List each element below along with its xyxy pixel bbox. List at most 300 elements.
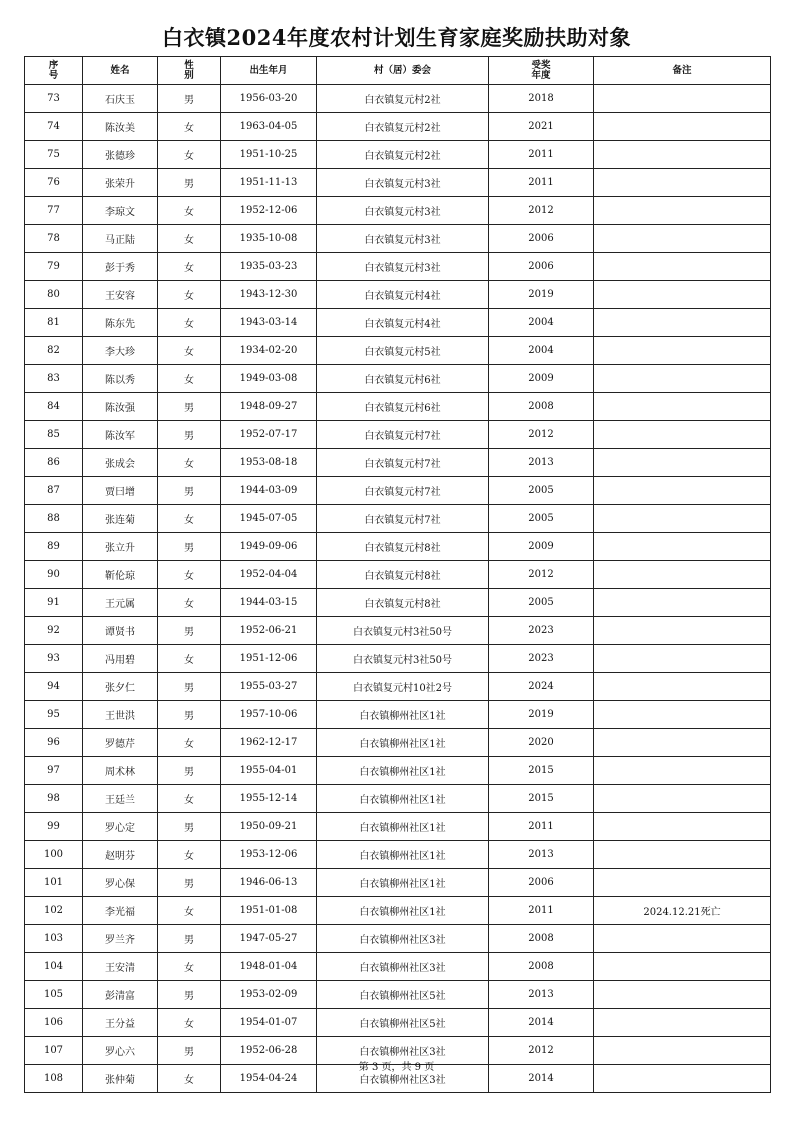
cell-birth: 1953-08-18	[221, 449, 317, 477]
cell-gender: 男	[158, 169, 221, 197]
cell-birth: 1956-03-20	[221, 85, 317, 113]
cell-award-year: 2011	[489, 813, 594, 841]
cell-name: 罗心六	[83, 1037, 158, 1065]
cell-seq: 96	[25, 729, 83, 757]
cell-gender: 男	[158, 477, 221, 505]
cell-award-year: 2014	[489, 1065, 594, 1093]
cell-seq: 106	[25, 1009, 83, 1037]
cell-remark	[594, 393, 771, 421]
cell-award-year: 2012	[489, 197, 594, 225]
cell-seq: 75	[25, 141, 83, 169]
cell-seq: 77	[25, 197, 83, 225]
cell-gender: 女	[158, 337, 221, 365]
table-row	[25, 869, 771, 897]
table-row	[25, 337, 771, 365]
cell-village: 白衣镇复元村3社	[317, 197, 489, 225]
cell-name: 石庆玉	[83, 85, 158, 113]
cell-gender: 男	[158, 393, 221, 421]
table-row	[25, 673, 771, 701]
cell-remark	[594, 309, 771, 337]
cell-seq: 80	[25, 281, 83, 309]
cell-award-year: 2020	[489, 729, 594, 757]
cell-remark	[594, 281, 771, 309]
cell-village: 白衣镇复元村5社	[317, 337, 489, 365]
cell-village: 白衣镇柳州社区3社	[317, 925, 489, 953]
cell-village: 白衣镇复元村7社	[317, 477, 489, 505]
table-row	[25, 505, 771, 533]
table-row	[25, 281, 771, 309]
cell-birth: 1949-09-06	[221, 533, 317, 561]
cell-gender: 女	[158, 589, 221, 617]
cell-gender: 男	[158, 1037, 221, 1065]
cell-seq: 81	[25, 309, 83, 337]
cell-name: 靳伦琼	[83, 561, 158, 589]
cell-gender: 女	[158, 645, 221, 673]
cell-remark	[594, 337, 771, 365]
cell-birth: 1948-09-27	[221, 393, 317, 421]
cell-remark	[594, 785, 771, 813]
cell-award-year: 2021	[489, 113, 594, 141]
cell-award-year: 2008	[489, 953, 594, 981]
table-row	[25, 197, 771, 225]
table-row	[25, 925, 771, 953]
cell-village: 白衣镇柳州社区3社	[317, 953, 489, 981]
table-body	[25, 85, 771, 1093]
cell-birth: 1951-01-08	[221, 897, 317, 925]
cell-birth: 1953-12-06	[221, 841, 317, 869]
cell-seq: 98	[25, 785, 83, 813]
cell-remark	[594, 981, 771, 1009]
table-row	[25, 365, 771, 393]
cell-remark	[594, 225, 771, 253]
cell-name: 马正陆	[83, 225, 158, 253]
cell-remark	[594, 1009, 771, 1037]
cell-seq: 94	[25, 673, 83, 701]
cell-name: 王廷兰	[83, 785, 158, 813]
cell-village: 白衣镇柳州社区1社	[317, 785, 489, 813]
cell-remark	[594, 141, 771, 169]
cell-village: 白衣镇复元村4社	[317, 281, 489, 309]
header-gender-line2: 别	[184, 69, 194, 81]
cell-name: 张德珍	[83, 141, 158, 169]
cell-name: 张夕仁	[83, 673, 158, 701]
cell-birth: 1952-12-06	[221, 197, 317, 225]
table-row	[25, 729, 771, 757]
cell-village: 白衣镇复元村3社	[317, 225, 489, 253]
cell-seq: 102	[25, 897, 83, 925]
cell-award-year: 2013	[489, 841, 594, 869]
cell-birth: 1943-12-30	[221, 281, 317, 309]
cell-gender: 女	[158, 785, 221, 813]
cell-name: 谭贤书	[83, 617, 158, 645]
table-row	[25, 645, 771, 673]
cell-seq: 92	[25, 617, 83, 645]
cell-birth: 1952-06-21	[221, 617, 317, 645]
cell-gender: 男	[158, 813, 221, 841]
cell-remark	[594, 561, 771, 589]
cell-seq: 76	[25, 169, 83, 197]
cell-award-year: 2009	[489, 533, 594, 561]
cell-gender: 女	[158, 141, 221, 169]
cell-seq: 108	[25, 1065, 83, 1093]
cell-seq: 105	[25, 981, 83, 1009]
cell-seq: 86	[25, 449, 83, 477]
cell-seq: 82	[25, 337, 83, 365]
cell-seq: 95	[25, 701, 83, 729]
cell-seq: 74	[25, 113, 83, 141]
cell-name: 赵明芬	[83, 841, 158, 869]
cell-name: 彭清富	[83, 981, 158, 1009]
cell-seq: 88	[25, 505, 83, 533]
cell-birth: 1946-06-13	[221, 869, 317, 897]
header-seq-line2: 号	[48, 69, 59, 81]
cell-award-year: 2019	[489, 281, 594, 309]
table-row	[25, 757, 771, 785]
cell-village: 白衣镇复元村10社2号	[317, 673, 489, 701]
cell-remark	[594, 533, 771, 561]
table-row	[25, 1009, 771, 1037]
cell-gender: 男	[158, 673, 221, 701]
cell-remark: 2024.12.21死亡	[594, 897, 771, 925]
cell-birth: 1947-05-27	[221, 925, 317, 953]
page-number: 第 3 页，共 9 页	[358, 1062, 435, 1073]
cell-village: 白衣镇复元村3社	[317, 253, 489, 281]
table-header-row	[25, 57, 771, 85]
cell-village: 白衣镇柳州社区5社	[317, 981, 489, 1009]
header-award-year-line1: 受奖	[531, 59, 551, 71]
table-row	[25, 533, 771, 561]
cell-award-year: 2011	[489, 169, 594, 197]
cell-gender: 女	[158, 897, 221, 925]
cell-gender: 男	[158, 85, 221, 113]
cell-remark	[594, 365, 771, 393]
cell-birth: 1952-04-04	[221, 561, 317, 589]
header-gender	[158, 57, 221, 85]
cell-name: 李琼文	[83, 197, 158, 225]
cell-gender: 女	[158, 253, 221, 281]
cell-award-year: 2011	[489, 897, 594, 925]
cell-birth: 1955-12-14	[221, 785, 317, 813]
header-award-year	[489, 57, 594, 85]
table-row	[25, 589, 771, 617]
cell-award-year: 2013	[489, 981, 594, 1009]
cell-award-year: 2005	[489, 505, 594, 533]
cell-village: 白衣镇柳州社区1社	[317, 757, 489, 785]
cell-gender: 女	[158, 197, 221, 225]
cell-name: 陈汝军	[83, 421, 158, 449]
table-row	[25, 113, 771, 141]
cell-seq: 100	[25, 841, 83, 869]
cell-award-year: 2024	[489, 673, 594, 701]
cell-award-year: 2015	[489, 757, 594, 785]
cell-award-year: 2008	[489, 925, 594, 953]
cell-gender: 女	[158, 953, 221, 981]
cell-village: 白衣镇复元村7社	[317, 449, 489, 477]
cell-remark	[594, 169, 771, 197]
cell-name: 张立升	[83, 533, 158, 561]
table-row	[25, 449, 771, 477]
cell-gender: 女	[158, 1065, 221, 1093]
header-village: 村（居）委会	[317, 57, 489, 85]
cell-birth: 1944-03-09	[221, 477, 317, 505]
cell-birth: 1949-03-08	[221, 365, 317, 393]
cell-name: 罗心定	[83, 813, 158, 841]
cell-village: 白衣镇柳州社区5社	[317, 1009, 489, 1037]
cell-village: 白衣镇复元村2社	[317, 113, 489, 141]
cell-remark	[594, 617, 771, 645]
cell-award-year: 2005	[489, 477, 594, 505]
cell-birth: 1944-03-15	[221, 589, 317, 617]
cell-award-year: 2004	[489, 309, 594, 337]
cell-remark	[594, 757, 771, 785]
cell-birth: 1950-09-21	[221, 813, 317, 841]
cell-award-year: 2023	[489, 645, 594, 673]
cell-gender: 女	[158, 225, 221, 253]
cell-village: 白衣镇复元村3社	[317, 169, 489, 197]
cell-award-year: 2019	[489, 701, 594, 729]
cell-name: 张成会	[83, 449, 158, 477]
cell-village: 白衣镇复元村3社50号	[317, 617, 489, 645]
cell-remark	[594, 645, 771, 673]
cell-award-year: 2006	[489, 253, 594, 281]
table-row	[25, 561, 771, 589]
cell-name: 李光福	[83, 897, 158, 925]
cell-name: 罗心保	[83, 869, 158, 897]
table-row	[25, 953, 771, 981]
cell-gender: 男	[158, 421, 221, 449]
table-row	[25, 477, 771, 505]
cell-seq: 107	[25, 1037, 83, 1065]
cell-name: 周术林	[83, 757, 158, 785]
cell-name: 李大珍	[83, 337, 158, 365]
cell-seq: 84	[25, 393, 83, 421]
cell-gender: 男	[158, 757, 221, 785]
cell-gender: 女	[158, 561, 221, 589]
cell-birth: 1952-07-17	[221, 421, 317, 449]
cell-remark	[594, 869, 771, 897]
cell-award-year: 2013	[489, 449, 594, 477]
header-award-year-line2: 年度	[531, 69, 551, 81]
cell-village: 白衣镇复元村7社	[317, 421, 489, 449]
cell-birth: 1935-10-08	[221, 225, 317, 253]
cell-village: 白衣镇复元村3社50号	[317, 645, 489, 673]
cell-seq: 78	[25, 225, 83, 253]
cell-seq: 101	[25, 869, 83, 897]
cell-gender: 男	[158, 869, 221, 897]
cell-birth: 1935-03-23	[221, 253, 317, 281]
cell-birth: 1953-02-09	[221, 981, 317, 1009]
cell-award-year: 2004	[489, 337, 594, 365]
cell-seq: 97	[25, 757, 83, 785]
cell-award-year: 2009	[489, 365, 594, 393]
cell-gender: 女	[158, 281, 221, 309]
cell-birth: 1954-01-07	[221, 1009, 317, 1037]
cell-birth: 1963-04-05	[221, 113, 317, 141]
cell-remark	[594, 589, 771, 617]
cell-name: 王安清	[83, 953, 158, 981]
cell-village: 白衣镇复元村8社	[317, 561, 489, 589]
cell-remark	[594, 85, 771, 113]
cell-remark	[594, 477, 771, 505]
cell-village: 白衣镇复元村2社	[317, 85, 489, 113]
cell-remark	[594, 673, 771, 701]
cell-award-year: 2006	[489, 869, 594, 897]
cell-remark	[594, 253, 771, 281]
cell-remark	[594, 113, 771, 141]
header-seq	[25, 57, 83, 85]
cell-seq: 89	[25, 533, 83, 561]
cell-name: 罗德芹	[83, 729, 158, 757]
cell-name: 陈东先	[83, 309, 158, 337]
cell-seq: 87	[25, 477, 83, 505]
table-row	[25, 85, 771, 113]
cell-award-year: 2008	[489, 393, 594, 421]
header-remark: 备注	[594, 57, 771, 85]
cell-gender: 女	[158, 449, 221, 477]
table-row	[25, 421, 771, 449]
header-name: 姓名	[83, 57, 158, 85]
cell-gender: 女	[158, 113, 221, 141]
cell-gender: 女	[158, 1009, 221, 1037]
cell-village: 白衣镇柳州社区1社	[317, 897, 489, 925]
cell-gender: 女	[158, 365, 221, 393]
cell-name: 张荣升	[83, 169, 158, 197]
cell-gender: 男	[158, 925, 221, 953]
cell-award-year: 2005	[489, 589, 594, 617]
cell-birth: 1955-03-27	[221, 673, 317, 701]
table-row	[25, 897, 771, 925]
cell-village: 白衣镇复元村8社	[317, 589, 489, 617]
cell-village: 白衣镇柳州社区1社	[317, 701, 489, 729]
cell-birth: 1951-10-25	[221, 141, 317, 169]
cell-village: 白衣镇柳州社区3社	[317, 1037, 489, 1065]
cell-name: 张仲菊	[83, 1065, 158, 1093]
cell-remark	[594, 925, 771, 953]
cell-gender: 女	[158, 309, 221, 337]
cell-remark	[594, 421, 771, 449]
cell-award-year: 2015	[489, 785, 594, 813]
cell-gender: 男	[158, 533, 221, 561]
cell-village: 白衣镇复元村8社	[317, 533, 489, 561]
table-row	[25, 785, 771, 813]
cell-village: 白衣镇复元村4社	[317, 309, 489, 337]
cell-village: 白衣镇复元村2社	[317, 141, 489, 169]
cell-name: 王分益	[83, 1009, 158, 1037]
cell-seq: 103	[25, 925, 83, 953]
cell-seq: 99	[25, 813, 83, 841]
cell-award-year: 2006	[489, 225, 594, 253]
cell-village: 白衣镇复元村6社	[317, 393, 489, 421]
cell-village: 白衣镇柳州社区1社	[317, 841, 489, 869]
cell-gender: 女	[158, 841, 221, 869]
cell-gender: 男	[158, 701, 221, 729]
cell-remark	[594, 701, 771, 729]
cell-village: 白衣镇复元村6社	[317, 365, 489, 393]
cell-remark	[594, 197, 771, 225]
table-row	[25, 813, 771, 841]
cell-remark	[594, 505, 771, 533]
table-row	[25, 981, 771, 1009]
table-row	[25, 141, 771, 169]
beneficiary-table	[24, 56, 771, 1093]
cell-name: 王世洪	[83, 701, 158, 729]
cell-name: 贾曰增	[83, 477, 158, 505]
cell-village: 白衣镇柳州社区1社	[317, 729, 489, 757]
table-row	[25, 617, 771, 645]
cell-name: 彭于秀	[83, 253, 158, 281]
cell-remark	[594, 449, 771, 477]
cell-remark	[594, 813, 771, 841]
cell-name: 陈以秀	[83, 365, 158, 393]
cell-award-year: 2018	[489, 85, 594, 113]
cell-birth: 1948-01-04	[221, 953, 317, 981]
table-row	[25, 701, 771, 729]
cell-birth: 1951-11-13	[221, 169, 317, 197]
cell-name: 王元属	[83, 589, 158, 617]
cell-award-year: 2014	[489, 1009, 594, 1037]
cell-seq: 83	[25, 365, 83, 393]
cell-name: 陈汝强	[83, 393, 158, 421]
cell-birth: 1954-04-24	[221, 1065, 317, 1093]
cell-name: 罗兰齐	[83, 925, 158, 953]
table-row	[25, 253, 771, 281]
cell-seq: 91	[25, 589, 83, 617]
cell-seq: 73	[25, 85, 83, 113]
cell-birth: 1943-03-14	[221, 309, 317, 337]
cell-award-year: 2023	[489, 617, 594, 645]
cell-remark	[594, 841, 771, 869]
cell-seq: 93	[25, 645, 83, 673]
cell-birth: 1957-10-06	[221, 701, 317, 729]
cell-award-year: 2012	[489, 421, 594, 449]
cell-seq: 85	[25, 421, 83, 449]
table-row	[25, 225, 771, 253]
header-birth: 出生年月	[221, 57, 317, 85]
cell-birth: 1962-12-17	[221, 729, 317, 757]
cell-birth: 1951-12-06	[221, 645, 317, 673]
cell-village: 白衣镇柳州社区1社	[317, 869, 489, 897]
cell-remark	[594, 953, 771, 981]
header-seq-line1: 序	[48, 59, 59, 71]
cell-award-year: 2012	[489, 1037, 594, 1065]
cell-remark	[594, 729, 771, 757]
cell-village: 白衣镇复元村7社	[317, 505, 489, 533]
cell-gender: 女	[158, 505, 221, 533]
cell-name: 王安容	[83, 281, 158, 309]
table-row	[25, 841, 771, 869]
cell-name: 冯用碧	[83, 645, 158, 673]
cell-gender: 女	[158, 729, 221, 757]
header-gender-line1: 性	[184, 59, 194, 71]
cell-award-year: 2012	[489, 561, 594, 589]
cell-name: 张连菊	[83, 505, 158, 533]
table-row	[25, 393, 771, 421]
cell-birth: 1934-02-20	[221, 337, 317, 365]
cell-birth: 1945-07-05	[221, 505, 317, 533]
cell-award-year: 2011	[489, 141, 594, 169]
page-title: 白衣镇2024年度农村计划生育家庭奖励扶助对象	[162, 25, 631, 50]
cell-seq: 90	[25, 561, 83, 589]
cell-seq: 104	[25, 953, 83, 981]
cell-seq: 79	[25, 253, 83, 281]
table-row	[25, 309, 771, 337]
cell-birth: 1952-06-28	[221, 1037, 317, 1065]
cell-village: 白衣镇柳州社区3社	[317, 1065, 489, 1093]
cell-village: 白衣镇柳州社区1社	[317, 813, 489, 841]
cell-birth: 1955-04-01	[221, 757, 317, 785]
cell-gender: 男	[158, 617, 221, 645]
cell-gender: 男	[158, 981, 221, 1009]
